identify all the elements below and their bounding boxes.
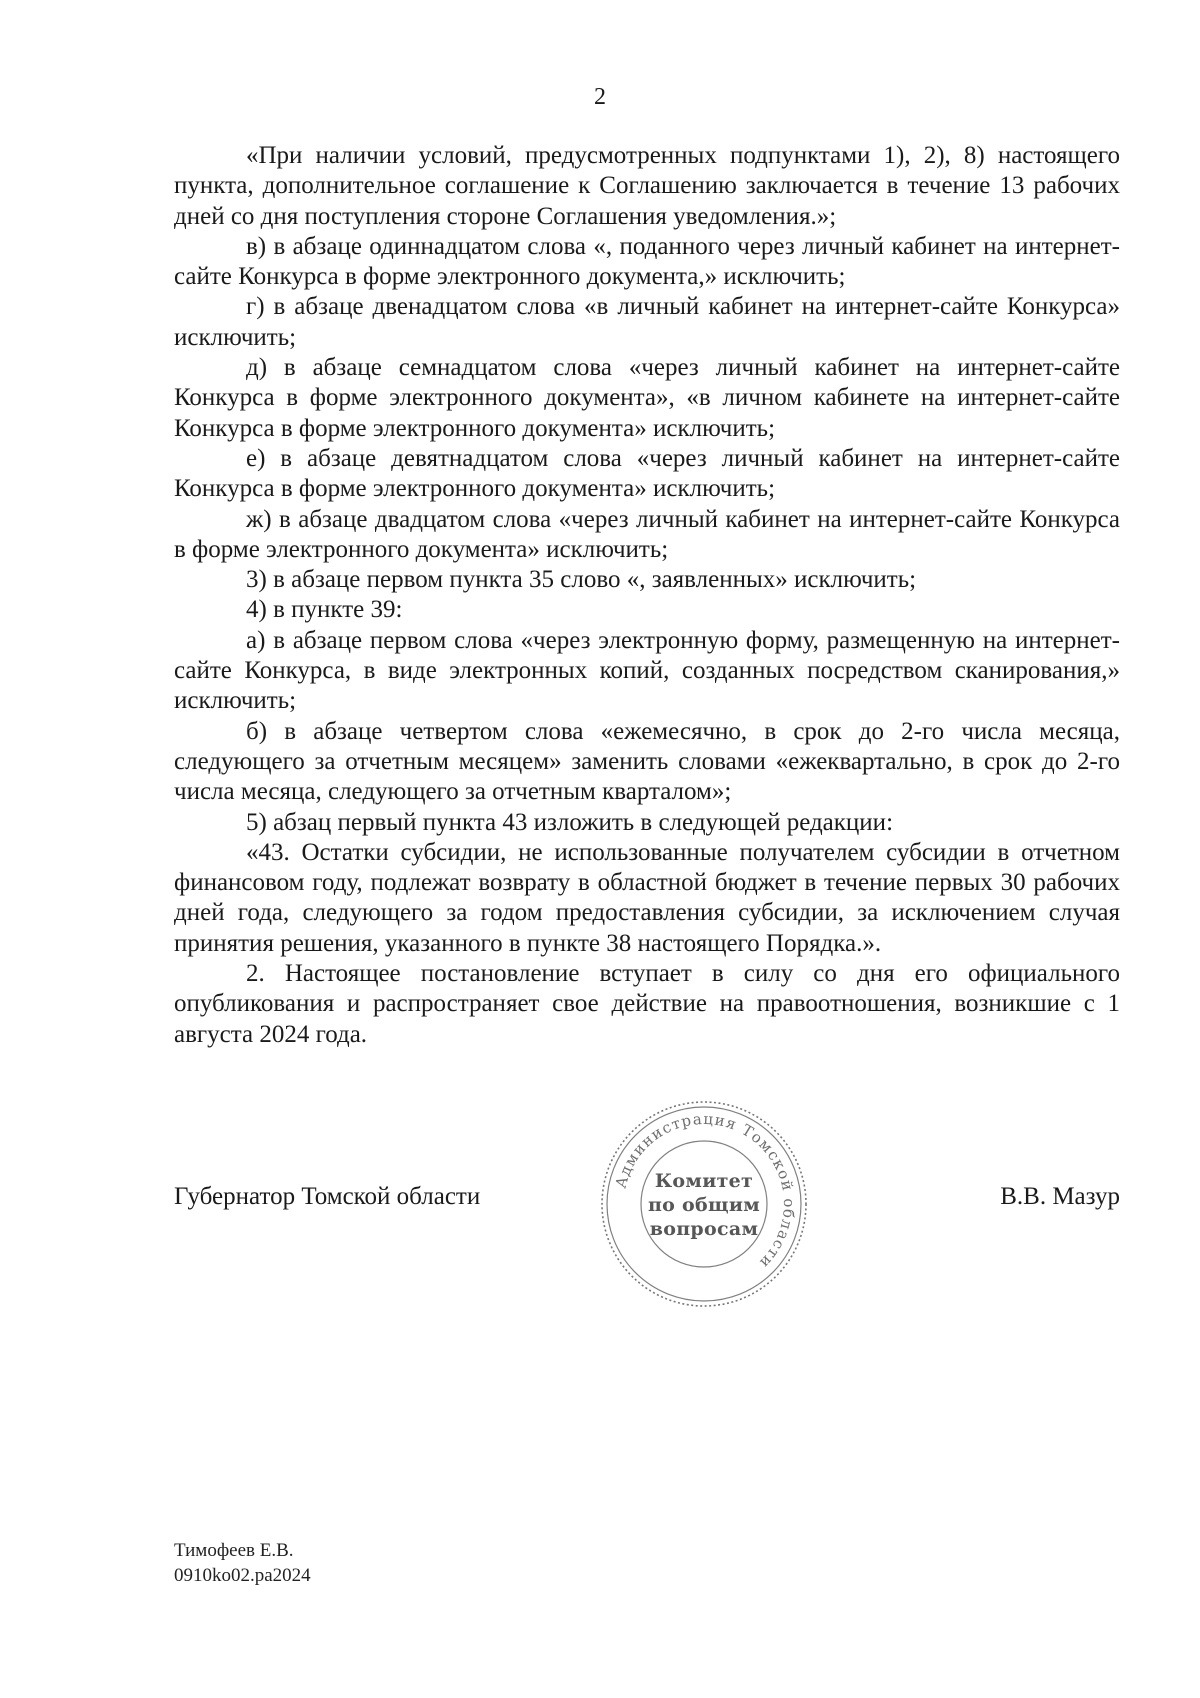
- page-number: 2: [594, 84, 606, 110]
- paragraph-item-v: в) в абзаце одиннадцатом слова «, поданного через личный кабинет на интернет-сайте Конкурса в форме электронного документа,» исключить;: [174, 232, 1120, 291]
- paragraph-item-2-effective: 2. Настоящее постановление вступает в силу со дня его официального опубликования и распространяет свое действие на правоотношения, возникшие с 1 августа 2024 года.: [174, 960, 1120, 1048]
- seal-line-3: вопросам: [649, 1218, 759, 1240]
- seal-center-text: [598, 1169, 810, 1241]
- document-body: [174, 141, 1120, 1050]
- seal-line-1: Комитет: [654, 1170, 754, 1192]
- executor-name: Тимофеев Е.В.: [174, 1540, 294, 1561]
- paragraph-quote-43: «43. Остатки субсидии, не использованные получателем субсидии в отчетном финансовом году, подлежат возврату в областной бюджет в течение первых 30 рабочих дней года, следующего за годом предоставления субсидии, за исключением случая принятия решения, указанного в пункте 38 настоящего Порядка.».: [174, 838, 1120, 957]
- document-code: 0910ko02.pa2024: [174, 1565, 311, 1586]
- paragraph-item-5: 5) абзац первый пункта 43 изложить в следующей редакции:: [246, 808, 894, 836]
- paragraph-item-b: б) в абзаце четвертом слова «ежемесячно, в срок до 2-го числа месяца, следующего за отчетным месяцем» заменить словами «ежеквартально, в срок до 2-го числа месяца, следующего за отчетным кварталом»;: [174, 717, 1120, 806]
- paragraph-quote-conditions: «При наличии условий, предусмотренных подпунктами 1), 2), 8) настоящего пункта, дополнительное соглашение к Соглашению заключается в течение 13 рабочих дней со дня поступления стороне Соглашения уведомления.»;: [174, 142, 1120, 230]
- paragraph-item-d: д) в абзаце семнадцатом слова «через личный кабинет на интернет-сайте Конкурса в форме электронного документа», «в личном кабинете на интернет-сайте Конкурса в форме электронного документа» исключить;: [174, 354, 1120, 442]
- paragraph-item-4: 4) в пункте 39:: [246, 596, 403, 624]
- paragraph-item-3: 3) в абзаце первом пункта 35 слово «, заявленных» исключить;: [246, 566, 917, 594]
- paragraph-item-g: г) в абзаце двенадцатом слова «в личный кабинет на интернет-сайте Конкурса» исключить;: [174, 293, 1120, 351]
- signatory-name: В.В. Мазур: [1000, 1183, 1120, 1210]
- signatory-title: Губернатор Томской области: [174, 1183, 481, 1210]
- paragraph-item-zh: ж) в абзаце двадцатом слова «через личный кабинет на интернет-сайте Конкурса в форме электронного документа» исключить;: [174, 505, 1120, 563]
- official-seal: [598, 1098, 810, 1310]
- seal-line-2: по общим: [647, 1194, 761, 1216]
- seal-ring-text: Администрация Томской области: [611, 1109, 799, 1273]
- paragraph-item-a: а) в абзаце первом слова «через электронную форму, размещенную на интернет-сайте Конкурса, в виде электронных копий, созданных посредством сканирования,» исключить;: [174, 626, 1120, 715]
- footer-block: [174, 1538, 311, 1588]
- paragraph-item-e: е) в абзаце девятнадцатом слова «через личный кабинет на интернет-сайте Конкурса в форме электронного документа» исключить;: [174, 444, 1120, 503]
